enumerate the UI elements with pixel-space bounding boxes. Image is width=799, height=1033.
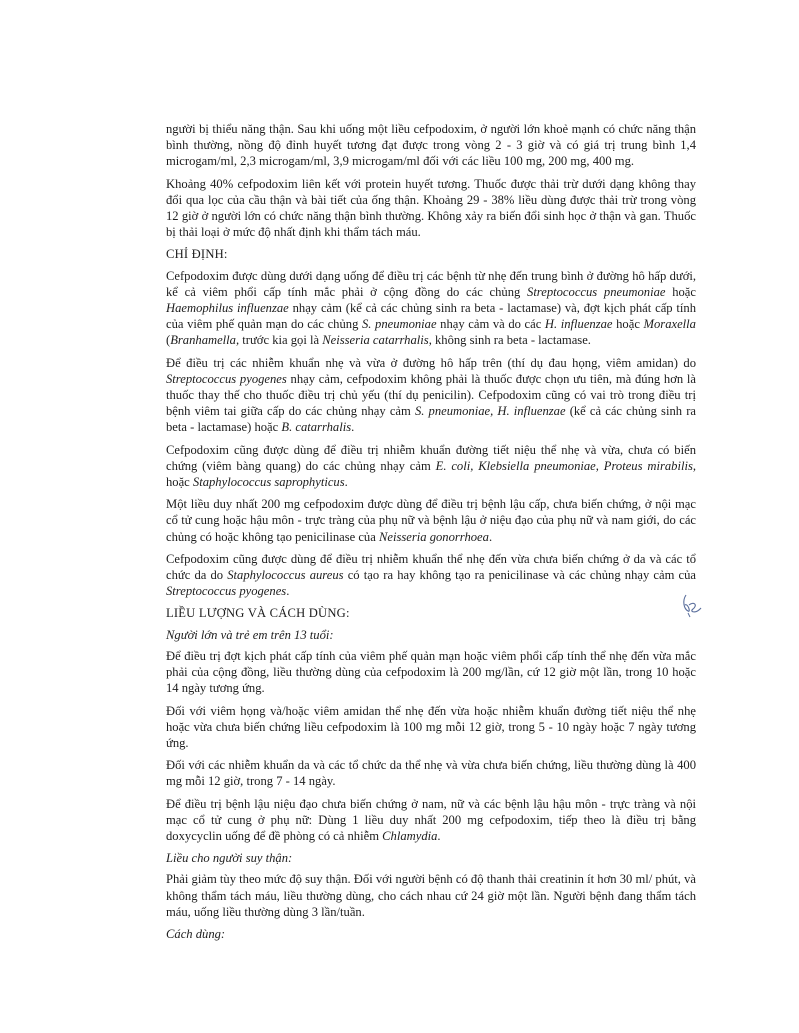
- italic-term: Moraxella: [643, 317, 696, 332]
- text-run: Một liều duy nhất 200 mg cefpodoxim được dùng để điều trị bệnh lậu cấp, chưa biến chứng, ở nội mạc cổ tử cung hoặc hậu môn - trực tràng của phụ nữ và bệnh lậu ở niệu đạo của phụ nữ và nam giới, do các chủng có hoặc không tạo penicilinase của: [166, 497, 696, 544]
- body-paragraph: [166, 176, 696, 241]
- text-run: nhạy cảm, cefpodoxim không phải là thuốc được chọn ưu tiên, mà đúng hơn là thuốc thay thế cho thuốc điều trị chủ yếu (thí dụ penicilin). Cefpodoxim cũng có vai trò trong điều trị bệnh viêm tai giữa cấp do các chủng nhạy cảm: [166, 371, 697, 419]
- text-run: .: [351, 420, 355, 435]
- text-run: Đối với viêm họng và/hoặc viêm amidan thể nhẹ đến vừa hoặc nhiễm khuẩn đường tiết niệu thể nhẹ hoặc vừa chưa biến chứng liều cefpodoxim là 100 mg mỗi 12 giờ, trong 5 - 10 ngày hoặc 7 ngày tương ứng.: [166, 703, 696, 750]
- body-paragraph: [166, 648, 696, 697]
- text-run: .: [286, 584, 290, 599]
- text-run: Liều cho người suy thận:: [166, 851, 293, 866]
- body-paragraph: [166, 551, 696, 600]
- text-run: .: [344, 475, 348, 490]
- section-subheading: [166, 850, 696, 866]
- italic-term: H. influenzae: [544, 317, 613, 332]
- text-run: hoặc: [665, 284, 696, 299]
- text-run: Cefpodoxim cũng được dùng để điều trị nhiễm khuẩn thể nhẹ đến vừa chưa biến chứng ở da và các tổ chức da do: [166, 551, 696, 583]
- text-run: Cách dùng:: [166, 926, 226, 941]
- text-run: Để điều trị các nhiễm khuẩn nhẹ và vừa ở đường hô hấp trên (thí dụ đau họng, viêm amidan) do: [166, 355, 696, 370]
- body-paragraph: [166, 871, 696, 920]
- text-run: CHỈ ĐỊNH:: [166, 247, 228, 262]
- italic-term: S. pneumoniae, H. influenzae: [414, 404, 566, 419]
- body-paragraph: [166, 121, 696, 170]
- italic-term: Chlamydia: [382, 828, 438, 843]
- italic-term: Staphylococcus saprophyticus: [192, 475, 345, 490]
- section-subheading: [166, 627, 696, 643]
- text-run: Để điều trị bệnh lậu niệu đạo chưa biến chứng ở nam, nữ và các bệnh lậu hậu môn - trực tràng và nội mạc cổ tử cung ở phụ nữ: Dùng 1 liều duy nhất 200 mg cefpodoxim, tiếp theo là điều trị bằng doxycyclin uống để đề phòng có cả nhiễm: [166, 796, 696, 843]
- text-run: trước kia gọi là: [239, 333, 323, 348]
- italic-term: Streptococcus pyogenes: [166, 584, 287, 599]
- body-paragraph: [166, 496, 696, 545]
- body-paragraph: [166, 268, 696, 349]
- body-paragraph: [166, 757, 696, 789]
- handwritten-initials-mark: [676, 591, 706, 619]
- text-run: LIỀU LƯỢNG VÀ CÁCH DÙNG:: [166, 606, 350, 621]
- section-subheading: [166, 926, 696, 942]
- text-run: Để điều trị đợt kịch phát cấp tính của viêm phế quản mạn hoặc viêm phổi cấp tính thể nhẹ đến vừa mắc phải của cộng đồng, liều thường dùng của cefpodoxim là 200 mg/lần, cứ 12 giờ một lần, trong 10 hoặc 14 ngày tương ứng.: [166, 648, 696, 696]
- italic-term: Neisseria gonorrhoea: [378, 529, 489, 544]
- document-body: [166, 121, 696, 947]
- text-run: Người lớn và trẻ em trên 13 tuổi:: [166, 627, 334, 642]
- italic-term: B. catarrhalis: [281, 420, 352, 435]
- text-run: Cefpodoxim được dùng dưới dạng uống để điều trị các bệnh từ nhẹ đến trung bình ở đường hô hấp dưới, kể cả viêm phổi cấp tính mắc phải ở cộng đồng do các chủng: [166, 268, 696, 299]
- italic-term: Streptococcus pneumoniae: [527, 284, 666, 299]
- italic-term: Haemophilus influenzae: [166, 301, 289, 316]
- text-run: Khoảng 40% cefpodoxim liên kết với protein huyết tương. Thuốc được thải trừ dưới dạng không thay đổi qua lọc của cầu thận và bài tiết của ống thận. Khoảng 29 - 38% liều dùng được thải trừ trong vòng 12 giờ ở người lớn có chức năng thận bình thường. Không xảy ra biến đổi sinh học ở thận và gan. Thuốc bị thải loại ở mức độ nhất định khi thẩm tách máu.: [166, 176, 696, 240]
- section-heading: [166, 246, 696, 262]
- italic-term: Streptococcus pyogenes: [166, 371, 287, 386]
- text-run: nhạy cảm (kể cả các chủng sinh ra beta - lactamase) và, đợt kịch phát cấp tính của viêm phế quản mạn do các chủng: [166, 301, 697, 332]
- text-run: Phải giảm tùy theo mức độ suy thận. Đối với người bệnh có độ thanh thải creatinin ít hơn 30 ml/ phút, và không thẩm tách máu, liều thường dùng, cho cách nhau cứ 24 giờ một lần. Người bệnh đang thẩm tách máu, uống liều thường dùng 3 lần/tuần.: [166, 872, 696, 919]
- text-run: hoặc: [612, 317, 644, 332]
- italic-term: Staphylococcus aureus: [227, 568, 344, 583]
- italic-term: Branhamella,: [170, 333, 240, 348]
- text-run: Cefpodoxim cũng được dùng để điều trị nhiễm khuẩn đường tiết niệu thể nhẹ và vừa, chưa có biến chứng (viêm bàng quang) do các chủng nhạy cảm: [166, 442, 696, 473]
- italic-term: E. coli, Klebsiella pneumoniae, Proteus mirabilis,: [435, 458, 696, 473]
- text-run: (kể cả các chủng sinh ra beta - lactamase) hoặc: [166, 404, 696, 435]
- text-run: có tạo ra hay không tạo ra penicilinase và các chủng nhạy cảm của: [343, 568, 697, 583]
- text-run: , không sinh ra beta - lactamase.: [428, 333, 591, 348]
- text-run: (: [166, 333, 171, 348]
- section-heading: [166, 605, 696, 621]
- body-paragraph: [166, 355, 696, 436]
- italic-term: Neisseria catarrhalis: [322, 333, 429, 348]
- text-run: người bị thiểu năng thận. Sau khi uống một liều cefpodoxim, ở người lớn khoẻ mạnh có chức năng thận bình thường, nồng độ đỉnh huyết tương đạt được trong vòng 2 - 3 giờ và có giá trị trung bình 1,4 microgam/ml, 2,3 microgam/ml, 3,9 microgam/ml đối với các liều 100 mg, 200 mg, 400 mg.: [166, 122, 696, 169]
- text-run: nhạy cảm và do các: [436, 317, 545, 332]
- body-paragraph: [166, 796, 696, 845]
- body-paragraph: [166, 703, 696, 752]
- text-run: hoặc: [166, 475, 193, 490]
- text-run: .: [488, 529, 493, 544]
- body-paragraph: [166, 442, 696, 491]
- text-run: Đối với các nhiễm khuẩn da và các tổ chức da thể nhẹ và vừa chưa biến chứng, liều thường dùng là 400 mg mỗi 12 giờ, trong 7 - 14 ngày.: [166, 758, 696, 789]
- text-run: .: [437, 828, 441, 843]
- italic-term: S. pneumoniae: [361, 317, 437, 332]
